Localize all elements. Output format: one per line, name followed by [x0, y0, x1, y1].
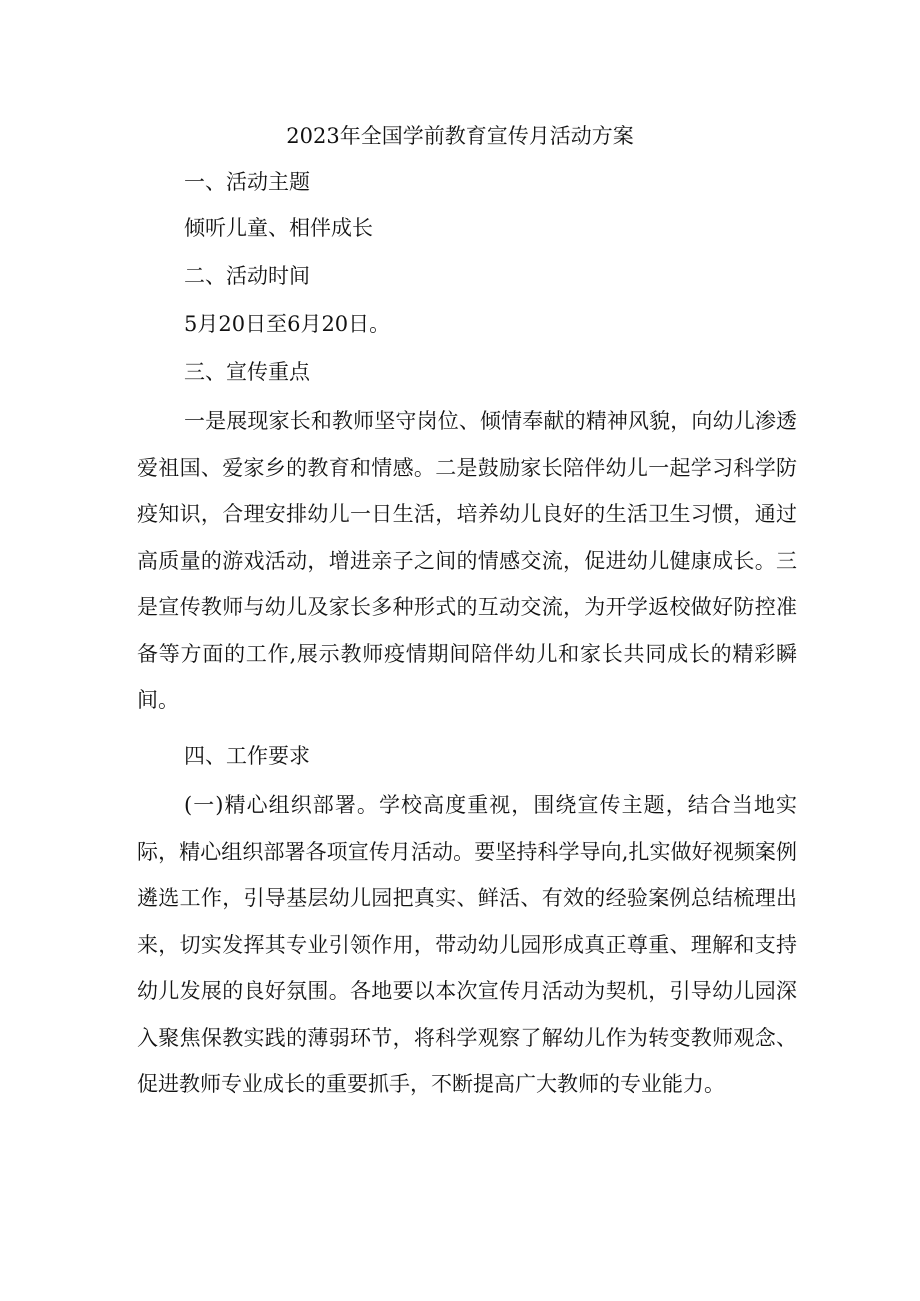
section-paragraph-requirements: (一)精心组织部署。学校高度重视，围绕宣传主题，结合当地实际，精心组织部署各项宣传月活动。要坚持科学导向,扎实做好视频案例遴选工作，引导基层幼儿园把真实、鲜活、有效的经验案例总结梳理出来，切实发挥其专业引领作用，带动幼儿园形成真正尊重、理解和支持幼儿发展的良好氛围。各地要以本次宣传月活动为契机，引导幼儿园深入聚焦保教实践的薄弱环节，将科学观察了解幼儿作为转变教师观念、促进教师专业成长的重要抓手，不断提高广大教师的专业能力。: [137, 793, 797, 1096]
section-heading-theme: 一、活动主题: [184, 170, 310, 194]
section-text-theme: 倾听儿童、相伴成长: [184, 216, 373, 240]
document-title: 2023年全国学前教育宣传月活动方案: [286, 124, 634, 148]
section-text-time: 5月20日至6月20日。: [184, 312, 391, 336]
section-heading-focus: 三、宣传重点: [184, 360, 310, 384]
section-heading-time: 二、活动时间: [184, 264, 310, 288]
section-heading-requirements: 四、工作要求: [184, 744, 310, 768]
section-paragraph-focus: 一是展现家长和教师坚守岗位、倾情奉献的精神风貌，向幼儿渗透爱祖国、爱家乡的教育和情感。二是鼓励家长陪伴幼儿一起学习科学防疫知识，合理安排幼儿一日生活，培养幼儿良好的生活卫生习惯，通过高质量的游戏活动，增进亲子之间的情感交流，促进幼儿健康成长。三是宣传教师与幼儿及家长多种形式的互动交流，为开学返校做好防控准备等方面的工作,展示教师疫情期间陪伴幼儿和家长共同成长的精彩瞬间。: [137, 409, 797, 712]
